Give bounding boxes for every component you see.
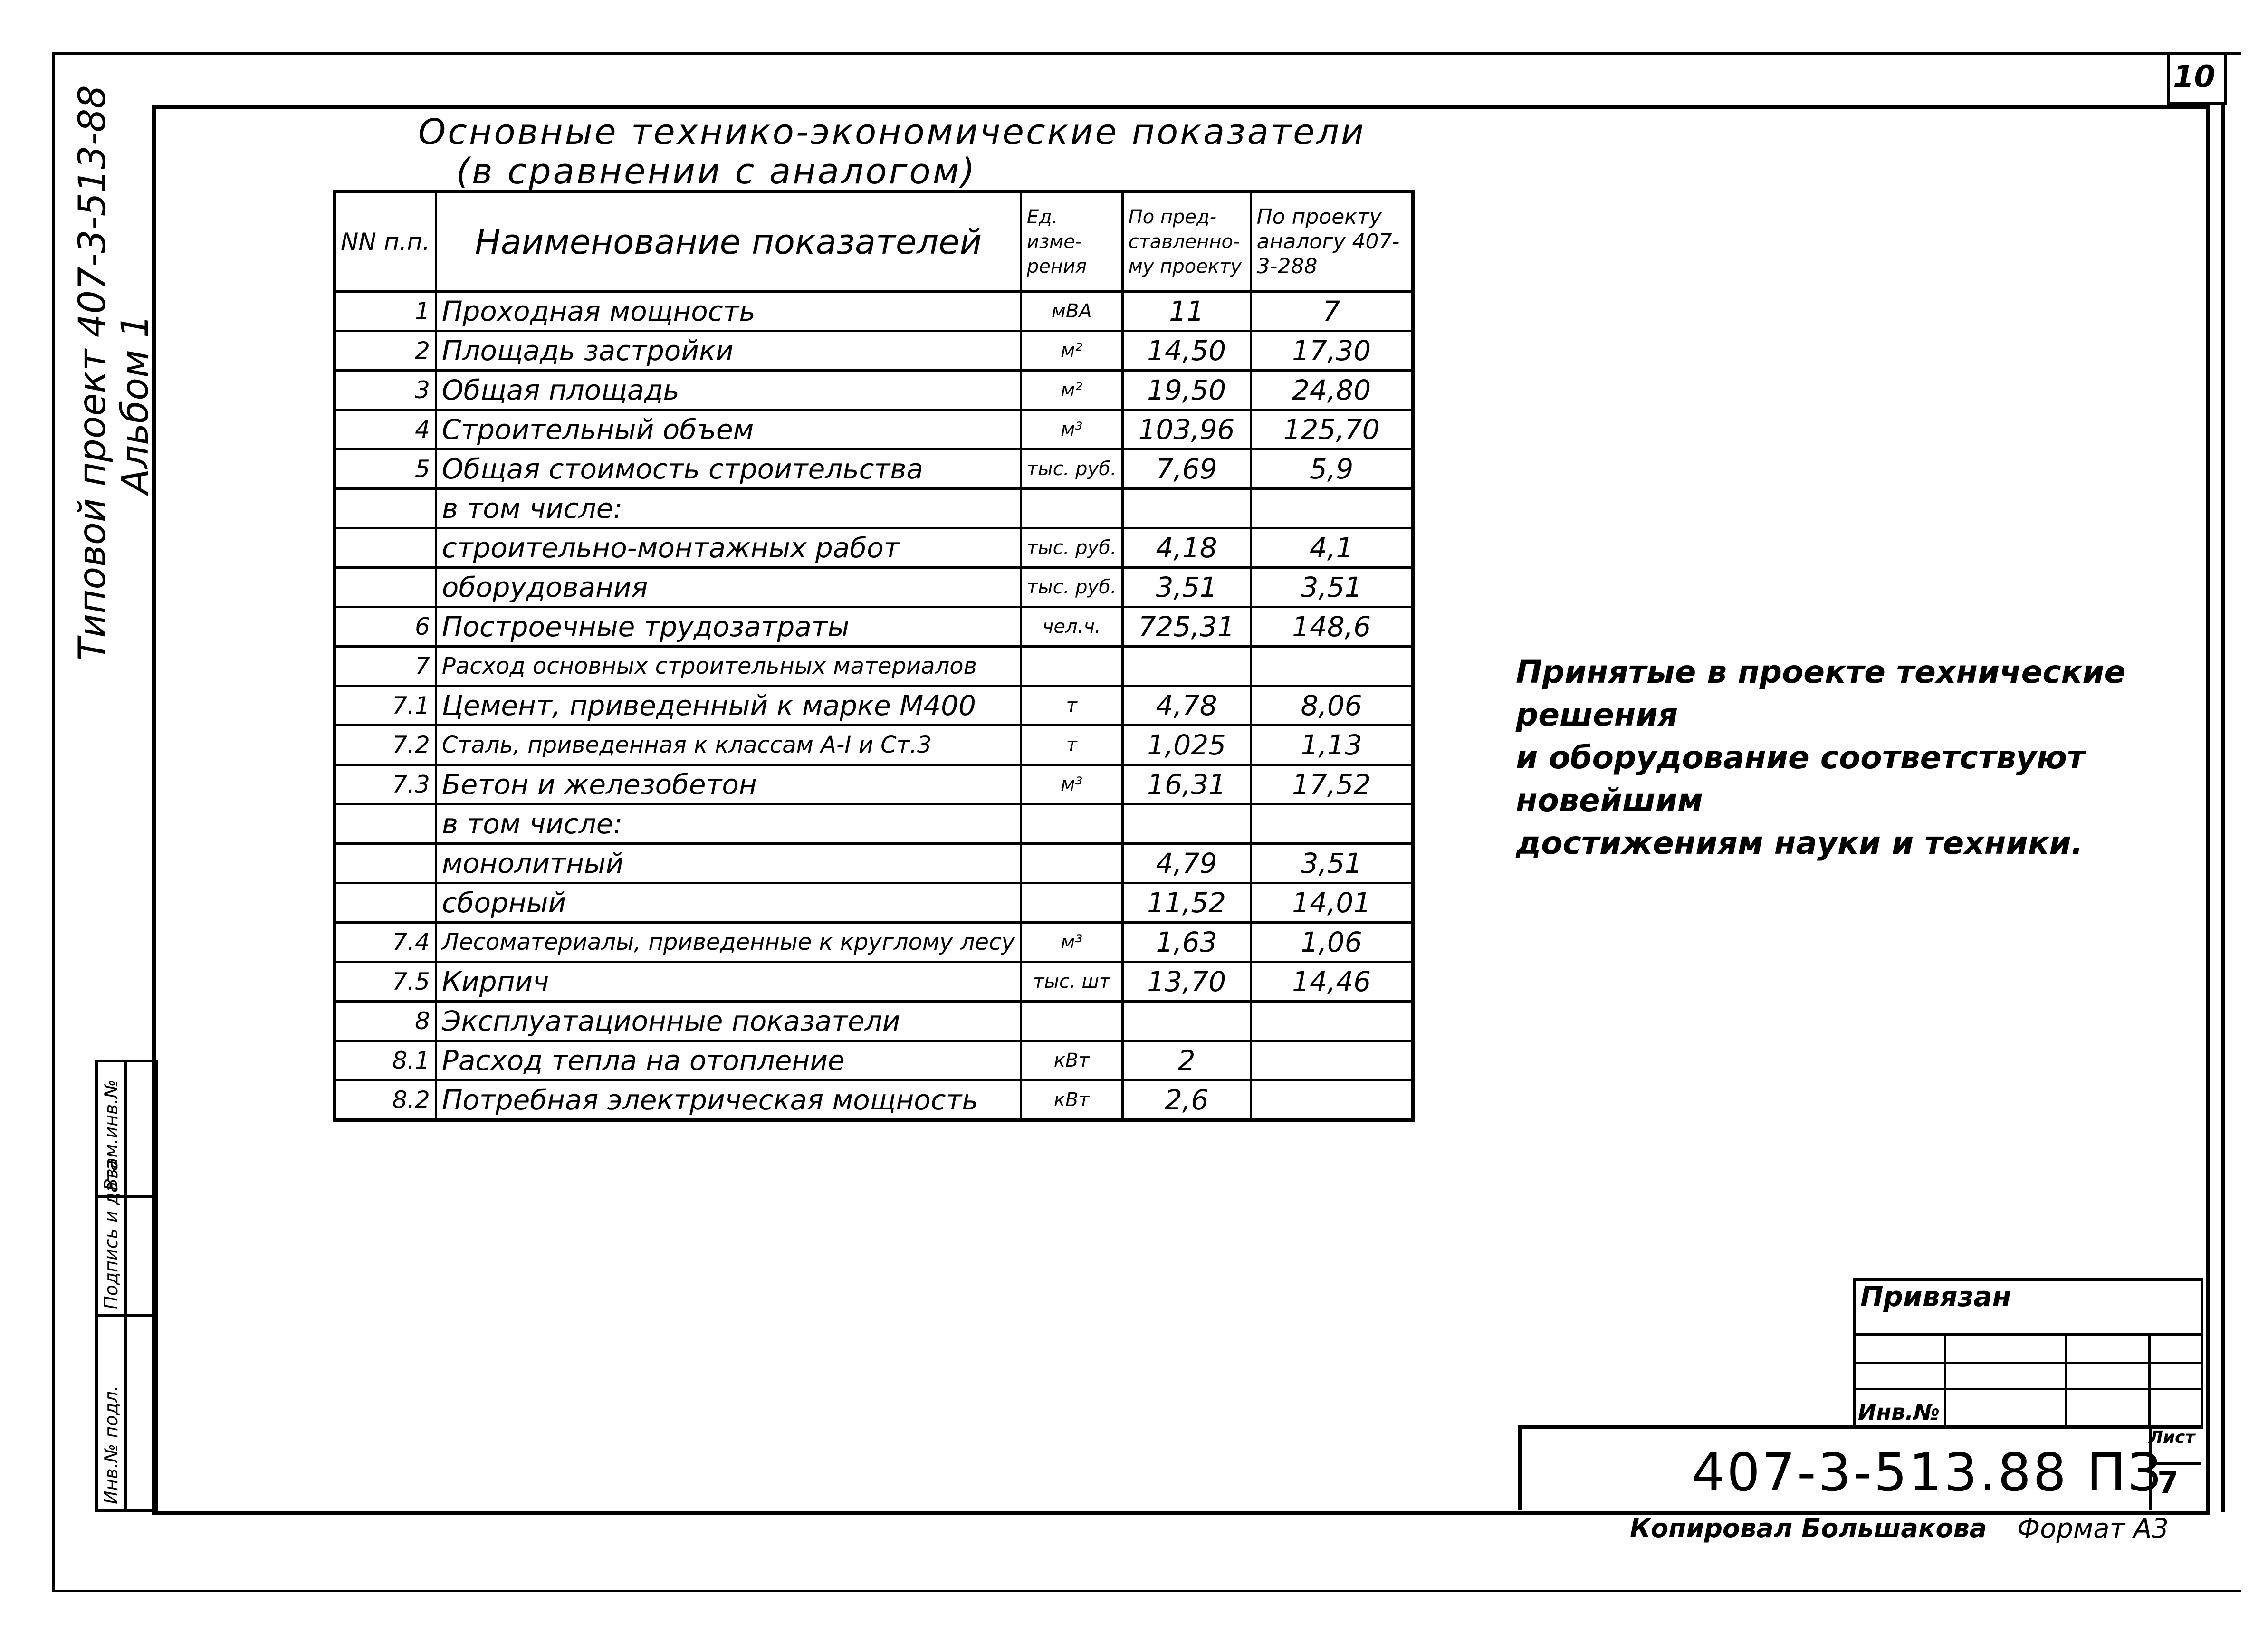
row-name: в том числе: (436, 804, 1021, 844)
header-name: Наименование показателей (436, 192, 1021, 292)
row-unit: тыс. шт (1021, 962, 1122, 1002)
row-name: Расход тепла на отопление (436, 1041, 1021, 1080)
row-name: Общая площадь (436, 371, 1021, 410)
row-number: 7.1 (335, 686, 436, 726)
row-project-value (1122, 804, 1251, 844)
approval-stamp (95, 1060, 158, 1512)
row-analog-value: 5,9 (1251, 449, 1413, 489)
header-project: По пред- ставленно- му проекту (1122, 192, 1251, 292)
table-row (335, 765, 1413, 804)
paper-format: Формат А3 (2017, 1513, 2169, 1544)
row-analog-value: 14,46 (1251, 962, 1413, 1002)
row-name: оборудования (436, 568, 1021, 607)
row-project-value: 4,78 (1122, 686, 1251, 726)
row-name: строительно-монтажных работ (436, 528, 1021, 568)
row-number: 7.5 (335, 962, 436, 1002)
row-number: 6 (335, 607, 436, 647)
row-analog-value: 24,80 (1251, 371, 1413, 410)
table-row (335, 371, 1413, 410)
row-project-value: 1,63 (1122, 923, 1251, 962)
row-analog-value: 4,1 (1251, 528, 1413, 568)
table-row (335, 1002, 1413, 1041)
table-row (335, 410, 1413, 449)
row-unit: м³ (1021, 923, 1122, 962)
row-unit (1021, 883, 1122, 923)
row-unit (1021, 489, 1122, 528)
table-row (335, 686, 1413, 726)
stamp-label-replace: Взам.инв.№ (101, 1079, 122, 1191)
row-project-value (1122, 1002, 1251, 1041)
row-project-value: 1,025 (1122, 726, 1251, 765)
row-analog-value (1251, 647, 1413, 686)
row-analog-value: 3,51 (1251, 568, 1413, 607)
row-number: 8.2 (335, 1080, 436, 1120)
table-row (335, 647, 1413, 686)
page-number: 10 (2172, 59, 2216, 95)
table-row (335, 962, 1413, 1002)
table-row (335, 923, 1413, 962)
table-row (335, 449, 1413, 489)
row-analog-value: 7 (1251, 292, 1413, 331)
table-row (335, 528, 1413, 568)
row-project-value: 103,96 (1122, 410, 1251, 449)
row-analog-value: 17,30 (1251, 331, 1413, 371)
row-project-value: 2,6 (1122, 1080, 1251, 1120)
row-number: 4 (335, 410, 436, 449)
row-unit (1021, 804, 1122, 844)
row-number: 7.2 (335, 726, 436, 765)
row-name: Построечные трудозатраты (436, 607, 1021, 647)
table-title: Основные технико-экономические показатели (418, 112, 1366, 153)
row-unit (1021, 647, 1122, 686)
stamp-divider (124, 1062, 127, 1509)
row-unit: т (1021, 686, 1122, 726)
sheet-label: Лист (2149, 1428, 2195, 1447)
row-project-value: 19,50 (1122, 371, 1251, 410)
row-name: Проходная мощность (436, 292, 1021, 331)
note-line-2: и оборудование соответствуют новейшим (1516, 739, 2086, 819)
indicators-table (333, 190, 1415, 1122)
row-name: Строительный объем (436, 410, 1021, 449)
table-row (335, 331, 1413, 371)
row-number (335, 568, 436, 607)
row-analog-value: 148,6 (1251, 607, 1413, 647)
stamp-divider (98, 1314, 155, 1317)
header-unit: Ед. изме- рения (1021, 192, 1122, 292)
row-number: 3 (335, 371, 436, 410)
row-project-value: 14,50 (1122, 331, 1251, 371)
row-number (335, 528, 436, 568)
row-unit (1021, 1002, 1122, 1041)
row-name: Площадь застройки (436, 331, 1021, 371)
side-title-project: Типовой проект 407-3-513-88 (71, 85, 114, 660)
row-project-value: 4,79 (1122, 844, 1251, 883)
table-row (335, 489, 1413, 528)
row-name: Кирпич (436, 962, 1021, 1002)
row-project-value: 11,52 (1122, 883, 1251, 923)
inv-number-label: Инв.№ (1858, 1399, 1940, 1425)
row-name: в том числе: (436, 489, 1021, 528)
binding-label: Привязан (1860, 1280, 2011, 1313)
row-project-value: 725,31 (1122, 607, 1251, 647)
table-row (335, 1041, 1413, 1080)
copied-by: Копировал Большакова (1630, 1513, 1987, 1543)
table-row (335, 568, 1413, 607)
row-unit: тыс. руб. (1021, 568, 1122, 607)
row-analog-value: 125,70 (1251, 410, 1413, 449)
row-project-value: 2 (1122, 1041, 1251, 1080)
row-analog-value: 1,13 (1251, 726, 1413, 765)
row-unit: кВт (1021, 1080, 1122, 1120)
header-analog: По проекту аналогу 407-3-288 (1251, 192, 1413, 292)
row-analog-value (1251, 489, 1413, 528)
table-row (335, 1080, 1413, 1120)
table-row (335, 726, 1413, 765)
row-name: Эксплуатационные показатели (436, 1002, 1021, 1041)
table-row (335, 804, 1413, 844)
row-number: 2 (335, 331, 436, 371)
row-name: Бетон и железобетон (436, 765, 1021, 804)
table-subtitle: (в сравнении с аналогом) (456, 151, 977, 192)
table-row (335, 607, 1413, 647)
row-number (335, 489, 436, 528)
row-unit: тыс. руб. (1021, 449, 1122, 489)
row-number: 1 (335, 292, 436, 331)
note-line-3: достижениям науки и техники. (1516, 825, 2083, 861)
row-analog-value (1251, 804, 1413, 844)
row-analog-value: 3,51 (1251, 844, 1413, 883)
row-project-value: 3,51 (1122, 568, 1251, 607)
row-name: Лесоматериалы, приведенные к круглому лесу (436, 923, 1021, 962)
row-project-value: 4,18 (1122, 528, 1251, 568)
conclusion-note (1516, 651, 2268, 865)
document-designation: 407-3-513.88 ПЗ (1692, 1442, 2163, 1503)
row-name: монолитный (436, 844, 1021, 883)
sheet-number: 7 (2157, 1466, 2179, 1501)
row-unit: м² (1021, 331, 1122, 371)
table-header-row (335, 192, 1413, 292)
row-unit: кВт (1021, 1041, 1122, 1080)
row-project-value: 7,69 (1122, 449, 1251, 489)
row-analog-value: 8,06 (1251, 686, 1413, 726)
row-number (335, 804, 436, 844)
row-name: Расход основных строительных материалов (436, 647, 1021, 686)
row-unit: чел.ч. (1021, 607, 1122, 647)
table-row (335, 883, 1413, 923)
row-project-value (1122, 489, 1251, 528)
header-num: NN п.п. (335, 192, 436, 292)
row-analog-value: 1,06 (1251, 923, 1413, 962)
note-line-1: Принятые в проекте технические решения (1516, 654, 2126, 733)
row-unit: т (1021, 726, 1122, 765)
row-name: Общая стоимость строительства (436, 449, 1021, 489)
row-number: 5 (335, 449, 436, 489)
table-row (335, 844, 1413, 883)
row-analog-value: 17,52 (1251, 765, 1413, 804)
side-title-album: Альбом 1 (114, 314, 157, 494)
row-name: Цемент, приведенный к марке М400 (436, 686, 1021, 726)
row-project-value: 16,31 (1122, 765, 1251, 804)
row-name: Потребная электрическая мощность (436, 1080, 1021, 1120)
row-analog-value: 14,01 (1251, 883, 1413, 923)
row-unit (1021, 844, 1122, 883)
row-unit: м³ (1021, 410, 1122, 449)
row-unit: мВА (1021, 292, 1122, 331)
row-number: 7.3 (335, 765, 436, 804)
table-row (335, 292, 1413, 331)
row-number: 7.4 (335, 923, 436, 962)
row-unit: тыс. руб. (1021, 528, 1122, 568)
stamp-label-inv: Инв.№ подл. (101, 1385, 122, 1504)
row-analog-value (1251, 1002, 1413, 1041)
row-project-value: 11 (1122, 292, 1251, 331)
row-project-value: 13,70 (1122, 962, 1251, 1002)
row-analog-value (1251, 1041, 1413, 1080)
row-unit: м² (1021, 371, 1122, 410)
row-number (335, 883, 436, 923)
row-number: 7 (335, 647, 436, 686)
row-number: 8.1 (335, 1041, 436, 1080)
row-name: сборный (436, 883, 1021, 923)
row-number: 8 (335, 1002, 436, 1041)
row-project-value (1122, 647, 1251, 686)
row-analog-value (1251, 1080, 1413, 1120)
stamp-label-signature: Подпись и дата (101, 1160, 122, 1309)
row-number (335, 844, 436, 883)
row-name: Сталь, приведенная к классам A-I и Ст.3 (436, 726, 1021, 765)
row-unit: м³ (1021, 765, 1122, 804)
